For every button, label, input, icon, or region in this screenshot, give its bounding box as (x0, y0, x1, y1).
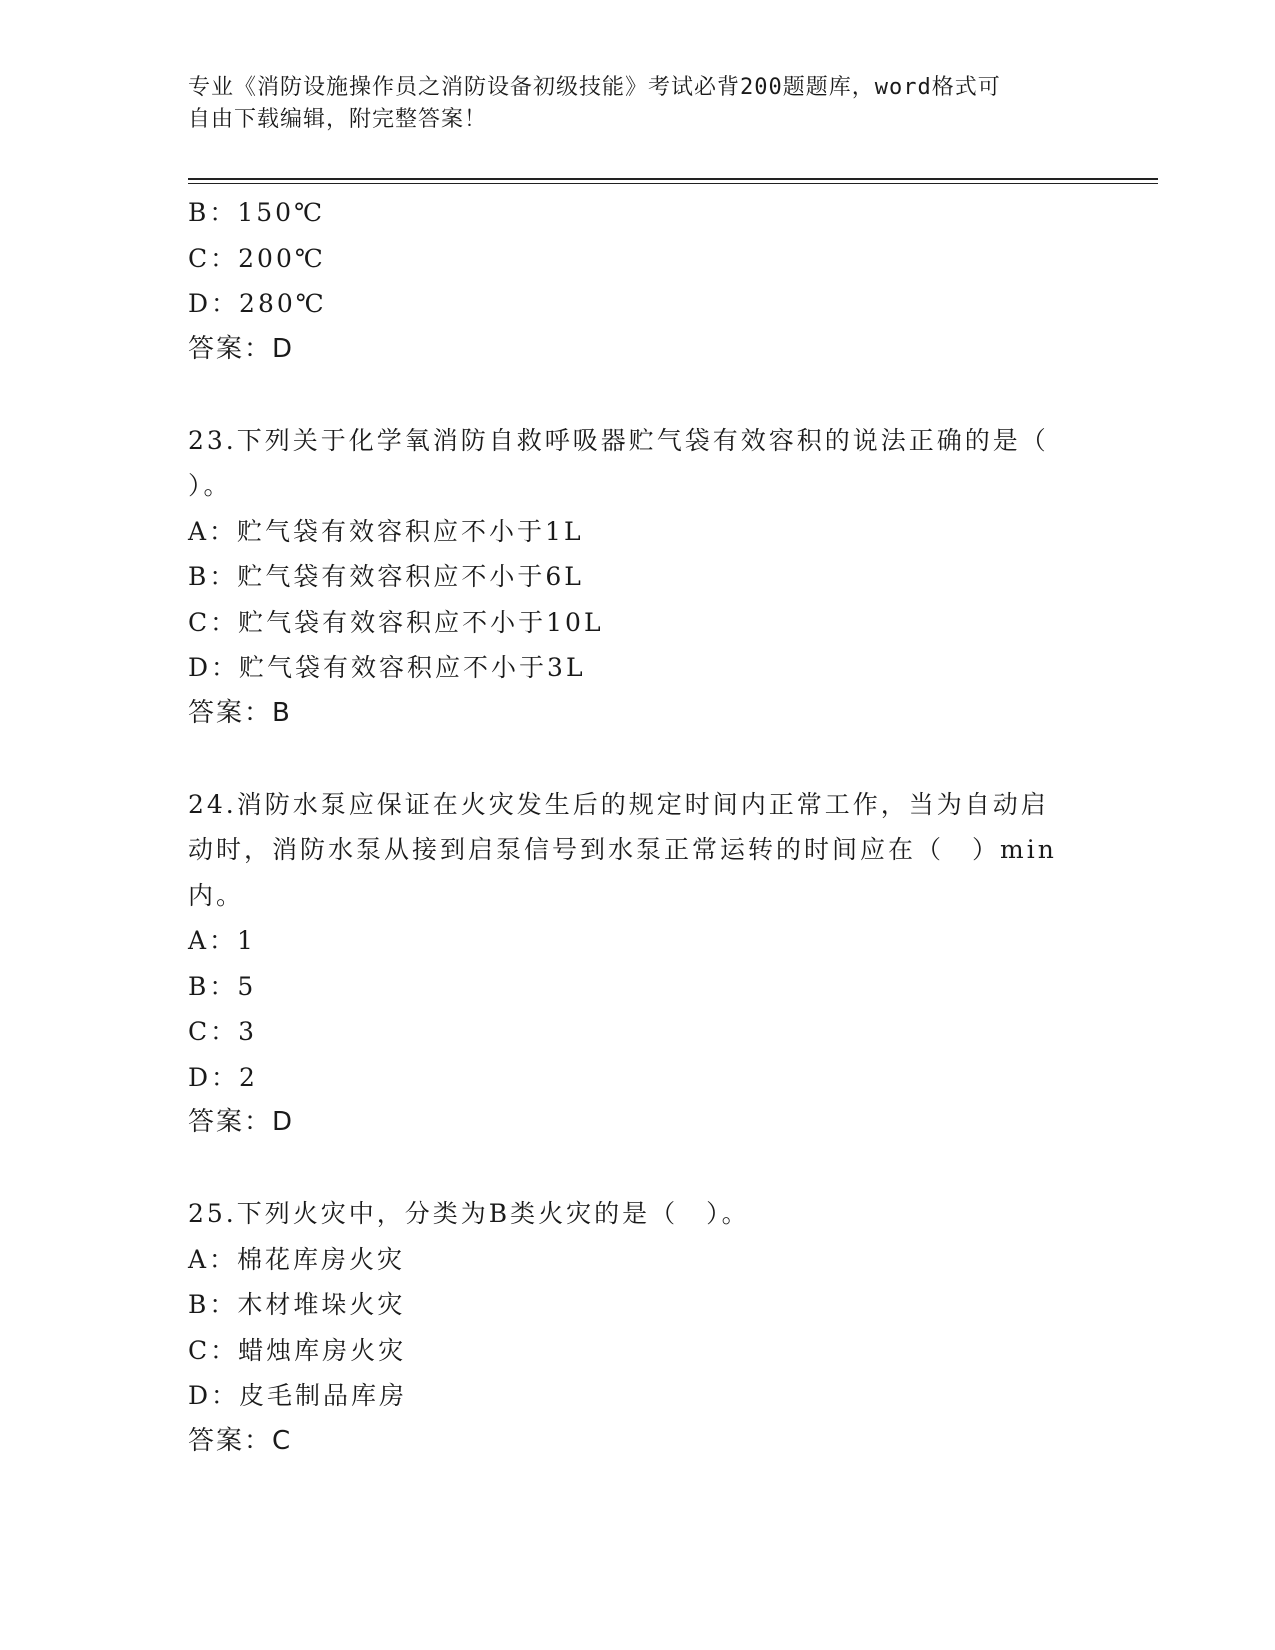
question-stem-line: 23.下列关于化学氧消防自救呼吸器贮气袋有效容积的说法正确的是（ (188, 425, 1049, 455)
option-a: A：贮气袋有效容积应不小于1L (188, 516, 584, 546)
question-stem-line: ）。 (188, 471, 232, 500)
prev-question-block (188, 190, 1088, 372)
header-divider-thin (188, 183, 1158, 184)
question-block-24 (188, 782, 1088, 1146)
question-block-23 (188, 418, 1088, 737)
option-a: A：1 (188, 926, 256, 955)
question-stem-line: 25.下列火灾中，分类为B类火灾的是（ ）。 (188, 1199, 750, 1228)
spacer (188, 1146, 1088, 1192)
option-d: D：280℃ (188, 289, 327, 318)
option-d: D：皮毛制品库房 (188, 1381, 408, 1410)
option-a: A：棉花库房火灾 (188, 1244, 406, 1274)
spacer (188, 372, 1088, 418)
spacer (188, 736, 1088, 782)
answer-line: 答案：C (188, 1425, 293, 1456)
option-d: D：贮气袋有效容积应不小于3L (188, 653, 586, 682)
header-line-2: 自由下载编辑，附完整答案！ (188, 107, 488, 132)
answer-line: 答案：D (188, 1107, 295, 1137)
header-line-1: 专业《消防设施操作员之消防设备初级技能》考试必背200题题库，word格式可 (188, 75, 1001, 100)
document-header (188, 72, 1068, 136)
option-b: B：木材堆垛火灾 (188, 1290, 406, 1319)
option-c: C：3 (188, 1017, 258, 1046)
answer-line: 答案：B (188, 697, 292, 728)
question-content (188, 190, 1088, 1464)
answer-line: 答案：D (188, 333, 295, 364)
question-stem-line: 内。 (188, 880, 245, 910)
option-c: C：蜡烛库房火灾 (188, 1335, 407, 1365)
option-b: B：150℃ (188, 198, 326, 227)
option-c: C：贮气袋有效容积应不小于10L (188, 607, 604, 637)
question-stem-line: 24.消防水泵应保证在火灾发生后的规定时间内正常工作，当为自动启 (188, 789, 1049, 819)
option-d: D：2 (188, 1062, 258, 1092)
header-divider-thick (188, 178, 1158, 180)
question-stem-line: 动时，消防水泵从接到启泵信号到水泵正常运转的时间应在（ ）min (188, 835, 1057, 864)
option-b: B：5 (188, 971, 257, 1001)
question-block-25 (188, 1191, 1088, 1464)
option-c: C：200℃ (188, 243, 326, 273)
option-b: B：贮气袋有效容积应不小于6L (188, 562, 584, 591)
